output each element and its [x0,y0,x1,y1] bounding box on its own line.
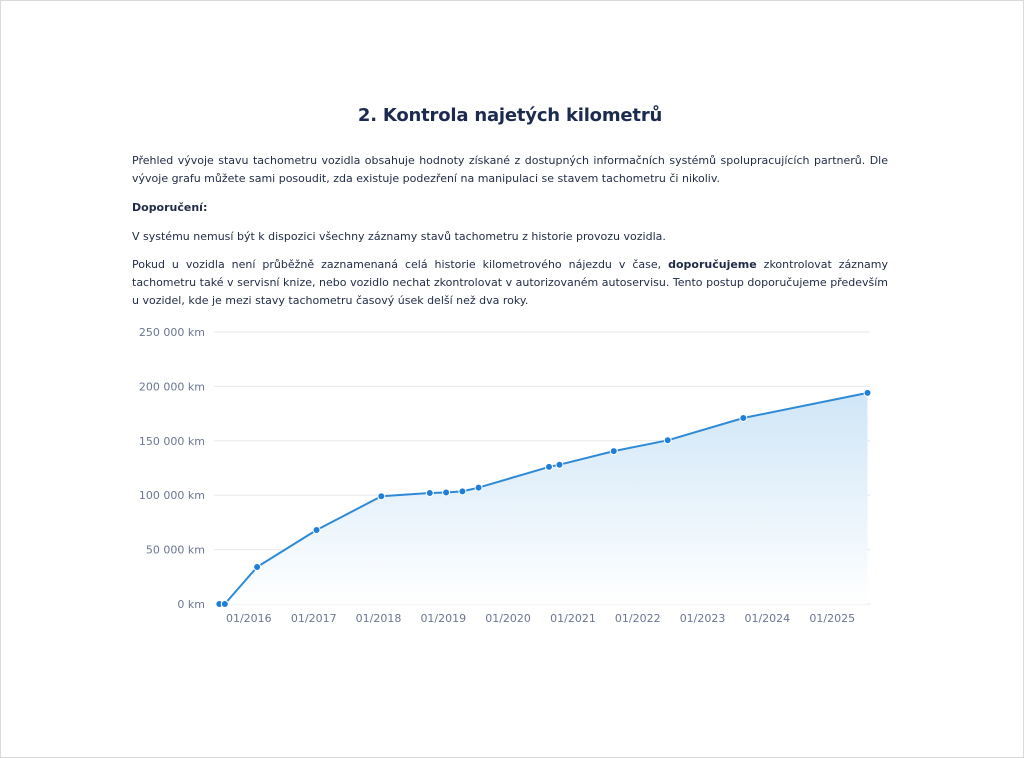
y-tick-label: 100 000 km [138,489,205,503]
advice-paragraph [132,256,888,310]
y-tick-label: 0 km [177,598,205,611]
advice-text-after: zkontrolovat záznamy tachometru také v servisní knize, nebo vozidlo nechat zkontrolovat v autorizovaném autoservisu. Tento postup doporučujeme především u vozidel, kde je mezi stavy tachometru časový úsek delší než dva roky. [132,258,889,307]
intro-paragraph: Přehled vývoje stavu tachometru vozidla obsahuje hodnoty získané z dostupných informačních systémů spolupracujících partnerů. Dle vývoje grafu můžete sami posoudit, zda existuje podezření na manipulaci se stavem tachometru či nikoliv. [132,154,888,185]
advice-text-before: Pokud u vozidla není průběžně zaznamenaná celá historie kilometrového nájezdu v čase, [132,258,669,271]
x-tick-label: 01/2023 [679,612,726,625]
x-tick-label: 01/2020 [485,612,531,625]
y-tick-label: 250 000 km [138,326,205,339]
y-tick-label: 50 000 km [145,543,205,557]
x-tick-label: 01/2024 [744,612,791,625]
section-heading: 2. Kontrola najetých kilometrů [357,105,663,126]
y-tick-label: 200 000 km [138,380,205,394]
x-tick-label: 01/2018 [355,612,402,625]
x-tick-label: 01/2021 [550,612,596,625]
x-tick-label: 01/2016 [225,612,272,625]
recommendation-label: Doporučení: [132,201,208,214]
advice-text-bold: doporučujeme [668,258,757,271]
x-tick-label: 01/2019 [420,612,467,625]
x-tick-label: 01/2025 [809,612,856,625]
note-paragraph: V systému nemusí být k dispozici všechny záznamy stavů tachometru z historie provozu vozidla. [132,230,666,243]
x-tick-label: 01/2022 [614,612,661,625]
x-tick-label: 01/2017 [290,612,337,625]
y-tick-label: 150 000 km [138,434,205,448]
